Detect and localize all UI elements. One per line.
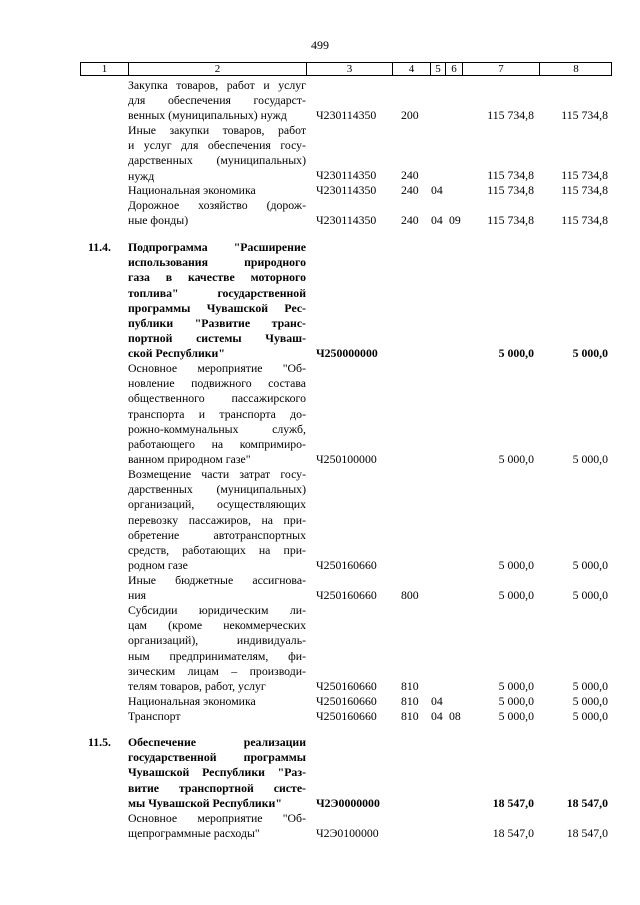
expense-type: 240 [401, 213, 419, 227]
amount-year-2: 18 547,0 [566, 796, 608, 810]
row-description: Иные закупки товаров, работ и услуг для обеспечения госу- дарственных (муниципальных) нужд [128, 123, 306, 183]
target-code: Ч230114350 [316, 213, 377, 227]
amount-year-2: 5 000,0 [572, 709, 608, 723]
amount-year-2: 18 547,0 [566, 826, 608, 840]
amount-year-2: 5 000,0 [572, 679, 608, 693]
target-code: Ч2Э0100000 [316, 826, 379, 840]
target-code: Ч250160660 [316, 694, 377, 708]
row-description: Возмещение части затрат госу- дарственных (муниципальных) организаций, осуществляющих перевозку пассажиров, на при- обретение автотранспортных средств, работающих на при- родном газе [128, 467, 306, 573]
section-number: 11.4. [88, 240, 111, 254]
amount-year-2: 5 000,0 [572, 346, 608, 360]
amount-year-1: 115 734,8 [487, 108, 534, 122]
subsection-code: 08 [449, 709, 461, 723]
expense-type: 810 [401, 694, 419, 708]
subsection-code: 09 [449, 213, 461, 227]
expense-type: 200 [401, 108, 419, 122]
header-col-8: 8 [573, 63, 579, 75]
row-description: Основное мероприятие "Об- щепрограммные расходы" [128, 811, 306, 841]
row-description: Дорожное хозяйство (дорож- ные фонды) [128, 198, 306, 228]
amount-year-2: 115 734,8 [561, 168, 608, 182]
row-description: Иные бюджетные ассигнова- ния [128, 573, 306, 603]
row-description: Закупка товаров, работ и услуг для обеспечения государст- венных (муниципальных) нужд [128, 78, 306, 123]
header-col-1: 1 [81, 63, 129, 75]
row-description: Национальная экономика [128, 183, 256, 197]
amount-year-1: 5 000,0 [498, 558, 534, 572]
amount-year-1: 5 000,0 [498, 588, 534, 602]
row-description: Основное мероприятие "Об- новление подвижного состава общественного пассажирского транспорта и транспорта до- рожно-коммунальных служб, работающего на компримиро- ванном природном газе" [128, 361, 306, 467]
target-code: Ч250160660 [316, 558, 377, 572]
target-code: Ч250160660 [316, 709, 377, 723]
section-title: Подпрограмма "Расширение использования природного газа в качестве моторного топлива" государственной программы Чувашской Рес- публики "Развитие транс- портной системы Чуваш- ской Республики" [128, 240, 306, 361]
amount-year-1: 18 547,0 [492, 826, 534, 840]
expense-type: 810 [401, 679, 419, 693]
amount-year-1: 115 734,8 [487, 183, 534, 197]
expense-type: 810 [401, 709, 419, 723]
amount-year-1: 5 000,0 [498, 694, 534, 708]
section-code: 04 [431, 709, 443, 723]
amount-year-2: 115 734,8 [561, 213, 608, 227]
target-code: Ч230114350 [316, 183, 377, 197]
expense-type: 800 [401, 588, 419, 602]
target-code: Ч250100000 [316, 452, 377, 466]
section-code: 04 [431, 183, 443, 197]
amount-year-1: 5 000,0 [498, 709, 534, 723]
row-description: Национальная экономика [128, 694, 256, 708]
header-col-2: 2 [129, 63, 307, 75]
amount-year-2: 5 000,0 [572, 558, 608, 572]
expense-type: 240 [401, 168, 419, 182]
target-code: Ч250000000 [316, 346, 378, 360]
header-col-4: 4 [393, 63, 431, 75]
amount-year-1: 5 000,0 [498, 452, 534, 466]
amount-year-1: 5 000,0 [498, 346, 534, 360]
section-number: 11.5. [88, 735, 111, 749]
section-title: Обеспечение реализации государственной программы Чувашской Республики "Раз- витие транспортной систе- мы Чувашской Республики" [128, 735, 306, 810]
amount-year-2: 5 000,0 [572, 588, 608, 602]
section-code: 04 [431, 213, 443, 227]
amount-year-1: 5 000,0 [498, 679, 534, 693]
header-col-5: 5 [431, 63, 446, 75]
amount-year-1: 18 547,0 [492, 796, 534, 810]
section-code: 04 [431, 694, 443, 708]
target-code: Ч250160660 [316, 679, 377, 693]
header-col-6: 6 [446, 63, 463, 75]
amount-year-2: 115 734,8 [561, 183, 608, 197]
amount-year-2: 5 000,0 [572, 452, 608, 466]
row-description: Субсидии юридическим ли- цам (кроме некоммерческих организаций), индивидуаль- ным предпринимателям, фи- зическим лицам – производи- телям товаров, работ, услуг [128, 603, 306, 693]
page-number: 499 [311, 38, 329, 52]
header-col-3: 3 [307, 63, 393, 75]
target-code: Ч230114350 [316, 168, 377, 182]
amount-year-1: 115 734,8 [487, 168, 534, 182]
row-description: Транспорт [128, 709, 181, 723]
expense-type: 240 [401, 183, 419, 197]
amount-year-2: 115 734,8 [561, 108, 608, 122]
target-code: Ч250160660 [316, 588, 377, 602]
table-header [80, 62, 612, 76]
header-col-7: 7 [463, 63, 540, 75]
target-code: Ч230114350 [316, 108, 377, 122]
amount-year-2: 5 000,0 [572, 694, 608, 708]
target-code: Ч2Э0000000 [316, 796, 380, 810]
amount-year-1: 115 734,8 [487, 213, 534, 227]
